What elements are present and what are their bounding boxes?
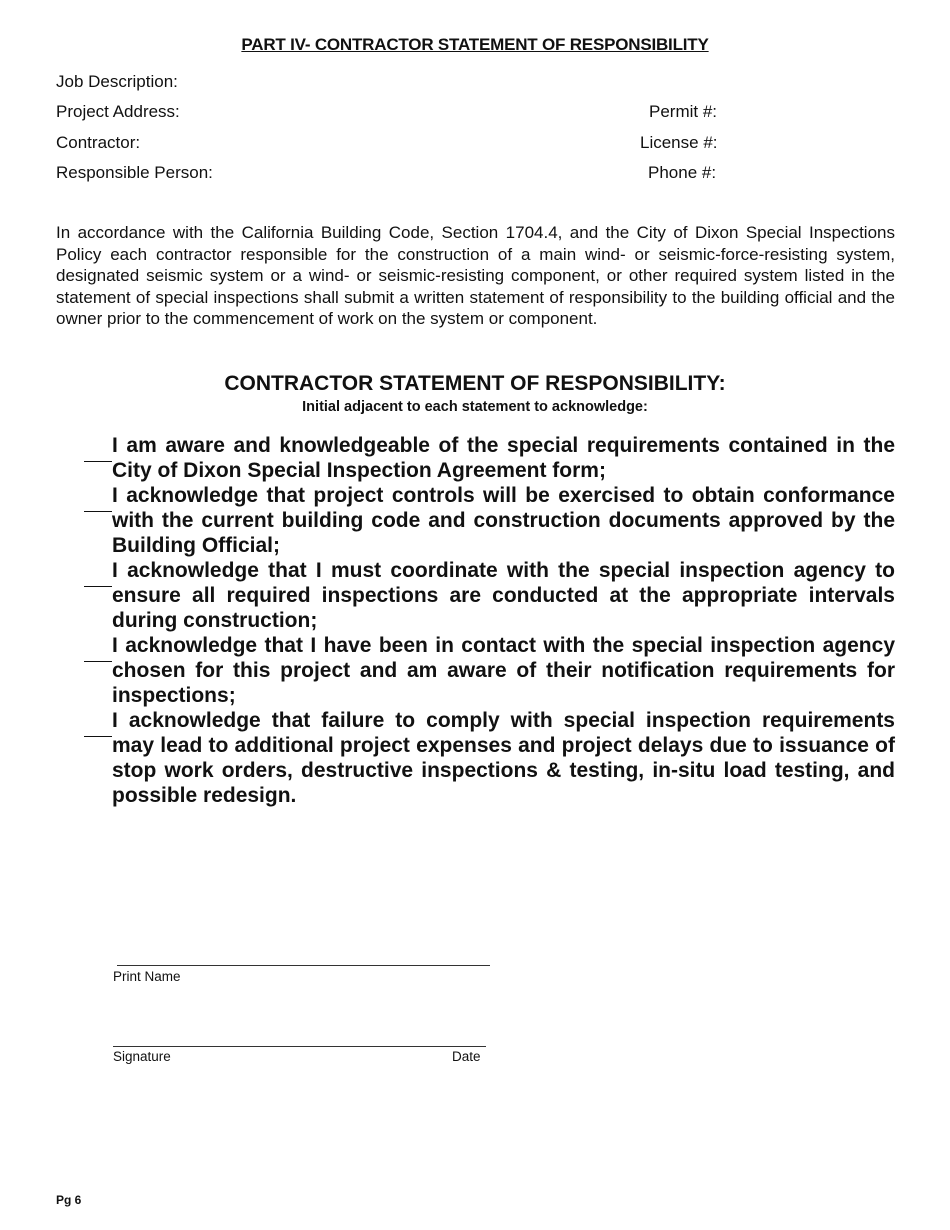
license-field[interactable]: [727, 132, 891, 148]
project-address-field[interactable]: [198, 101, 643, 117]
job-description-field[interactable]: [200, 71, 883, 87]
statement-2: I acknowledge that project controls will be exercised to obtain conformance with the current building code and construction documents approved by the Building Official;: [112, 484, 895, 557]
initial-field-5[interactable]: [84, 736, 112, 737]
phone-field[interactable]: [723, 162, 888, 178]
page-number: Pg 6: [56, 1193, 82, 1207]
statement-1: I am aware and knowledgeable of the special requirements contained in the City of Dixon Special Inspection Agreement form;: [112, 434, 895, 482]
initial-field-1[interactable]: [84, 461, 112, 462]
job-description-label: Job Description:: [56, 72, 178, 91]
signature-label: Signature: [113, 1049, 171, 1064]
contractor-row: [56, 132, 896, 154]
section-heading: CONTRACTOR STATEMENT OF RESPONSIBILITY:: [224, 372, 726, 395]
contractor-label: Contractor:: [56, 133, 141, 152]
project-address-label: Project Address:: [56, 102, 180, 121]
initial-field-4[interactable]: [84, 661, 112, 662]
statement-4: I acknowledge that I have been in contact with the special inspection agency chosen for this project and am aware of their notification requirements for inspections;: [112, 634, 895, 707]
document-title: PART IV- CONTRACTOR STATEMENT OF RESPONSIBILITY: [241, 35, 709, 54]
contractor-field[interactable]: [152, 132, 640, 148]
permit-label: Permit #:: [649, 102, 718, 121]
section-instruction: Initial adjacent to each statement to acknowledge:: [302, 399, 648, 415]
initial-field-3[interactable]: [84, 586, 112, 587]
print-name-line[interactable]: [117, 965, 490, 966]
license-label: License #:: [640, 133, 718, 152]
responsible-person-field[interactable]: [232, 162, 646, 178]
responsible-person-row: [56, 162, 896, 184]
responsible-person-label: Responsible Person:: [56, 163, 213, 182]
statement-5: I acknowledge that failure to comply with special inspection requirements may lead to additional project expenses and project delays due to issuance of stop work orders, destructive inspections & testing, in-situ load testing, and possible redesign.: [112, 709, 895, 807]
print-name-label: Print Name: [113, 969, 181, 984]
statement-3: I acknowledge that I must coordinate with the special inspection agency to ensure all required inspections are conducted at the appropriate intervals during construction;: [112, 559, 895, 632]
initial-field-2[interactable]: [84, 511, 112, 512]
permit-field[interactable]: [726, 101, 889, 117]
phone-label: Phone #:: [648, 163, 717, 182]
signature-line[interactable]: [113, 1046, 486, 1047]
date-label: Date: [452, 1049, 481, 1064]
job-description-row: [56, 71, 896, 93]
intro-paragraph: In accordance with the California Building Code, Section 1704.4, and the City of Dixon Special Inspections Policy each contractor responsible for the construction of a main wind- or seismic-force-resisting system, designated seismic system or a wind- or seismic-resisting component, or other required system listed in the statement of special inspections shall submit a written statement of responsibility to the building official and the owner prior to the commencement of work on the system or component.: [56, 223, 895, 329]
project-address-row: [56, 101, 896, 123]
